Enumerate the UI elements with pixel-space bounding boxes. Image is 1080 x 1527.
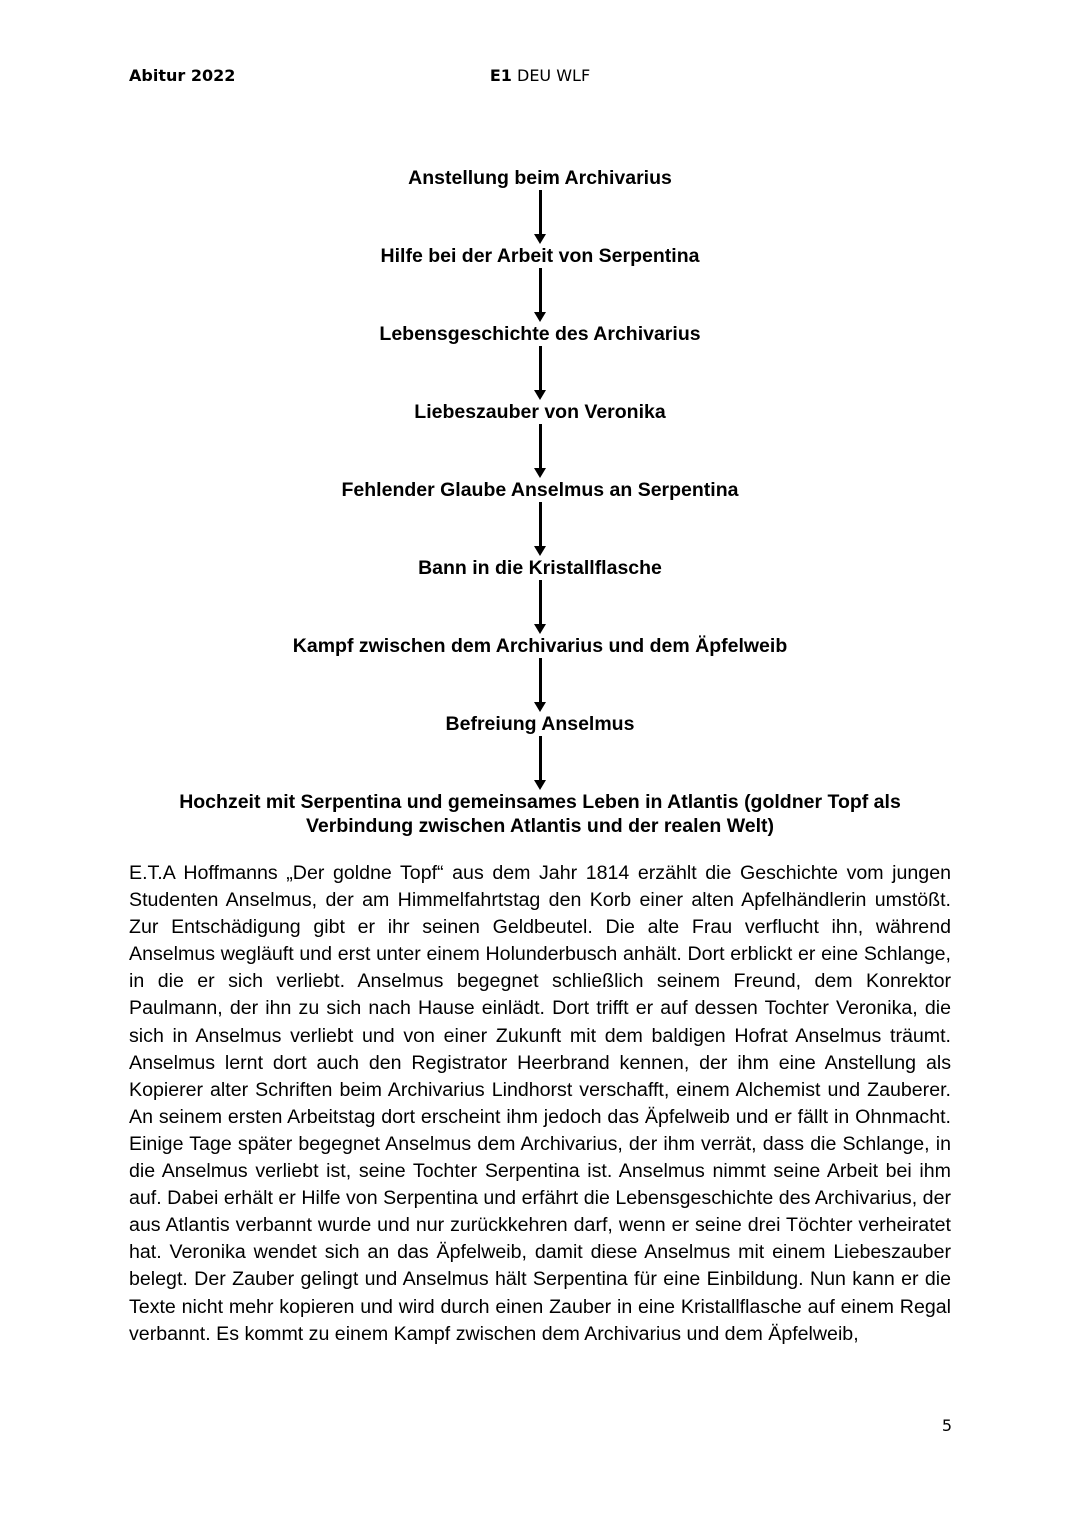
header-exam-year: Abitur 2022 (129, 66, 236, 85)
down-arrow-icon (533, 580, 547, 634)
flow-step: Liebeszauber von Veronika (414, 401, 666, 423)
flow-step: Anstellung beim Archivarius (408, 167, 672, 189)
down-arrow-icon (533, 346, 547, 400)
header-course-code (0, 66, 1080, 85)
flow-step: Befreiung Anselmus (445, 713, 635, 735)
down-arrow-icon (533, 658, 547, 712)
header-course-code-bold: E1 (489, 66, 512, 85)
flow-step-final: Hochzeit mit Serpentina und gemeinsames Leben in Atlantis (goldner Topf als Verbindung zwischen Atlantis und der realen Welt) (179, 791, 901, 837)
down-arrow-icon (533, 190, 547, 244)
down-arrow-icon (533, 424, 547, 478)
page-number: 5 (941, 1416, 952, 1435)
plot-flowchart (0, 166, 1080, 838)
flow-step: Hilfe bei der Arbeit von Serpentina (380, 245, 700, 267)
summary-paragraph: E.T.A Hoffmanns „Der goldne Topf“ aus dem Jahr 1814 erzählt die Geschichte vom jungen Studenten Anselmus, der am Himmelfahrtstag den Korb einer alten Apfelhändlerin umstößt. Zur Entschädigung gibt er ihr seinen Geldbeutel. Die alte Frau verflucht ihn, während Anselmus wegläuft und erst unter einem Holunderbusch anhält. Dort erblickt er eine Schlange, in die er sich verliebt. Anselmus begegnet schließlich seinem Freund, dem Konrektor Paulmann, der ihn zu sich nach Hause einlädt. Dort trifft er auf dessen Tochter Veronika, die sich in Anselmus verliebt und von einer Zukunft mit dem baldigen Hofrat Anselmus träumt. Anselmus lernt dort auch den Registrator Heerbrand kennen, der ihm eine Anstellung als Kopierer alter Schriften beim Archivarius Lindhorst verschafft, einem Alchemist und Zauberer. An seinem ersten Arbeitstag dort erscheint ihm jedoch das Äpfelweib und er fällt in Ohnmacht. Einige Tage später begegnet Anselmus dem Archivarius, der ihm verrät, dass die Schlange, in die Anselmus verliebt ist, seine Tochter Serpentina ist. Anselmus nimmt seine Arbeit bei ihm auf. Dabei erhält er Hilfe von Serpentina und erfährt die Lebensgeschichte des Archivarius, der aus Atlantis verbannt wurde und nur zurückkehren darf, wenn er seine drei Töchter verheiratet hat. Veronika wendet sich an das Äpfelweib, damit diese Anselmus mit einem Liebeszauber belegt. Der Zauber gelingt und Anselmus hält Serpentina für eine Einbildung. Nun kann er die Texte nicht mehr kopieren und wird durch einen Zauber in eine Kristallflasche auf einem Regal verbannt. Es kommt zu einem Kampf zwischen dem Archivarius und dem Äpfelweib, (129, 862, 951, 1345)
flow-step: Lebensgeschichte des Archivarius (379, 323, 701, 345)
flow-step: Bann in die Kristallflasche (418, 557, 662, 579)
down-arrow-icon (533, 268, 547, 322)
header-course-code-rest: DEU WLF (511, 66, 591, 85)
flow-step: Fehlender Glaube Anselmus an Serpentina (341, 479, 739, 501)
down-arrow-icon (533, 736, 547, 790)
down-arrow-icon (533, 502, 547, 556)
flow-step: Kampf zwischen dem Archivarius und dem Äpfelweib (292, 635, 788, 657)
